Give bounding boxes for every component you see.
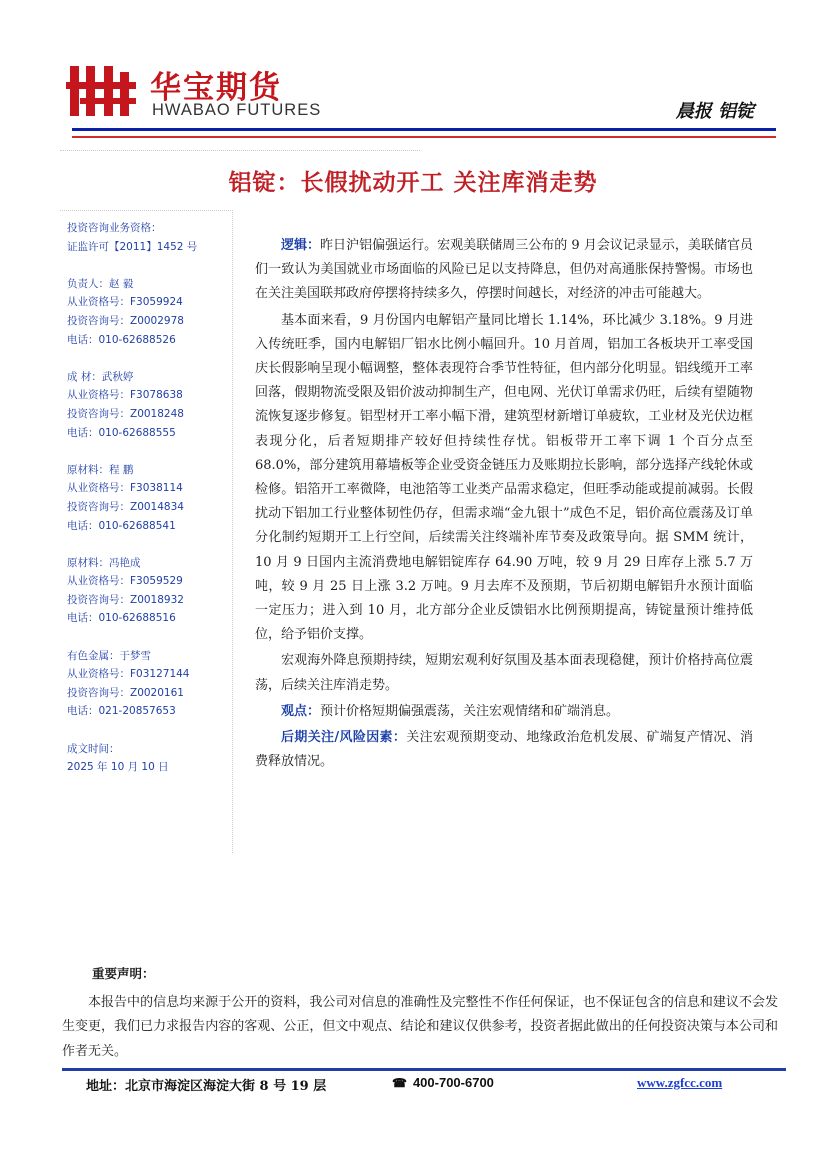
person-license: 从业资格号：F3038114 <box>67 482 183 495</box>
person-name: 有色金属：于梦雪 <box>67 649 151 662</box>
risk-text: 关注宏观预期变动、地缘政治危机发展、矿端复产情况、消费释放情况。 <box>255 730 753 770</box>
person-consult: 投资咨询号：Z0020161 <box>67 686 184 699</box>
person-name: 成 材：武秋婷 <box>67 370 134 383</box>
header-rule-red <box>72 136 776 138</box>
person-phone: 电话：010-62688516 <box>67 612 176 625</box>
logo-chinese-name: 华宝期货 <box>150 70 282 106</box>
footer-rule <box>62 1068 786 1071</box>
person-consult: 投资咨询号：Z0002978 <box>67 314 184 327</box>
hwabao-logo-mark <box>66 64 138 118</box>
person-phone: 电话：021-20857653 <box>67 705 176 718</box>
disclaimer-text: 本报告中的信息均来源于公开的资料，我公司对信息的准确性及完整性不作任何保证，也不保证包含的信息和建议不会发生变更，我们已力求报告内容的客观、公正，但文中观点、结论和建议仅供参考，投资者据此做出的任何投资决策与本公司和作者无关。 <box>62 994 778 1059</box>
logic-paragraph <box>255 234 753 307</box>
view-text: 预计价格短期偏强震荡，关注宏观情绪和矿端消息。 <box>320 703 620 719</box>
report-body <box>255 234 753 776</box>
person-phone: 电话：010-62688555 <box>67 426 176 439</box>
report-date: 2025 年 10 月 10 日 <box>67 761 169 774</box>
person-consult: 投资咨询号：Z0018932 <box>67 593 184 606</box>
person-name: 原材料：程 鹏 <box>67 463 134 476</box>
header-rule-blue <box>72 128 776 131</box>
footer-phone <box>392 1075 494 1090</box>
disclaimer <box>62 962 778 1064</box>
person-phone: 电话：010-62688526 <box>67 333 176 346</box>
disclaimer-title: 重要声明： <box>92 966 155 981</box>
person-name: 负责人：赵 毅 <box>67 277 134 290</box>
phone-number: 400-700-6700 <box>412 1075 494 1090</box>
risk-label: 后期关注/风险因素： <box>281 730 407 746</box>
phone-icon: ☎ <box>392 1076 407 1090</box>
person-license: 从业资格号：F3059924 <box>67 296 183 309</box>
dotted-divider <box>60 150 420 151</box>
logo-english-name: HWABAO FUTURES <box>152 101 322 119</box>
report-type-label: 晨报 铝锭 <box>675 101 754 122</box>
person-license: 从业资格号：F03127144 <box>67 668 190 681</box>
page-title: 铝锭：长假扰动开工 关注库消走势 <box>228 170 598 196</box>
footer-website-link[interactable]: www.zgfcc.com <box>637 1075 723 1090</box>
person-license: 从业资格号：F3059529 <box>67 575 183 588</box>
footer-address: 地址：北京市海淀区海淀大街 8 号 19 层 <box>86 1079 327 1094</box>
sidebar-contacts <box>67 219 229 777</box>
qualification-label: 投资咨询业务资格： <box>67 222 162 234</box>
person-consult: 投资咨询号：Z0014834 <box>67 500 184 513</box>
view-label: 观点： <box>281 703 321 719</box>
fundamentals-paragraph: 基本面来看，9 月份国内电解铝产量同比增长 1.14%，环比减少 3.18%。9 月进入传统旺季，国内电解铝厂铝水比例小幅回升。10 月首周，铝加工各板块开工率受国庆长假影响呈现小幅调整，整体表现符合季节性特征，但内部分化明显。铝线缆开工率回落，假期物流受限及铝价波动抑制生产，但电网、光伏订单需求仍旺，后续有望随物流恢复逐步修复。铝型材开工率小幅下滑，建筑型材新增订单疲软，工业材及光伏边框表现分化，后者短期排产较好但持续性存忧。铝板带开工率下调 1 个百分点至 68.0%，部分建筑用幕墙板等企业受资金链压力及账期拉长影响，部分选择产线轮休或检修。铝箔开工率微降，电池箔等工业类产品需求稳定，但旺季动能或提前减弱。长假扰动下铝加工行业整体韧性仍存，但需求端“金九银十”成色不足，铝价高位震荡及订单分化制约短期开工上行空间，后续需关注终端补库节奏及政策导向。据 SMM 统计，10 月 9 日国内主流消费地电解铝锭库存 64.90 万吨，较 9 月 29 日库存上涨 5.7 万吨，较 9 月 25 日上涨 3.2 万吨。9 月去库不及预期，节后初期电解铝升水预计面临一定压力；进入到 10 月，北方部分企业反馈铝水比例预期提高，铸锭量预计维持低位，给予铝价支撑。 <box>255 312 753 643</box>
person-phone: 电话：010-62688541 <box>67 519 176 532</box>
person-license: 从业资格号：F3078638 <box>67 389 183 402</box>
logic-label: 逻辑： <box>281 238 321 253</box>
date-label: 成文时间： <box>67 742 120 755</box>
qualification-license: 证监许可【2011】1452 号 <box>67 240 198 253</box>
person-name: 原材料：冯艳成 <box>67 556 141 569</box>
person-consult: 投资咨询号：Z0018248 <box>67 407 184 420</box>
risk-paragraph <box>255 726 753 774</box>
outlook-paragraph: 宏观海外降息预期持续，短期宏观利好氛围及基本面表现稳健，预计价格持高位震荡，后续关注库消走势。 <box>255 653 753 693</box>
logic-text: 昨日沪铝偏强运行。宏观美联储周三公布的 9 月会议记录显示，美联储官员们一致认为美国就业市场面临的风险已足以支持降息，但仍对高通胀保持警惕。市场也在关注美国联邦政府停摆将持续多久，停摆时间越长，对经济的冲击可能越大。 <box>255 238 753 302</box>
view-paragraph <box>255 700 753 724</box>
